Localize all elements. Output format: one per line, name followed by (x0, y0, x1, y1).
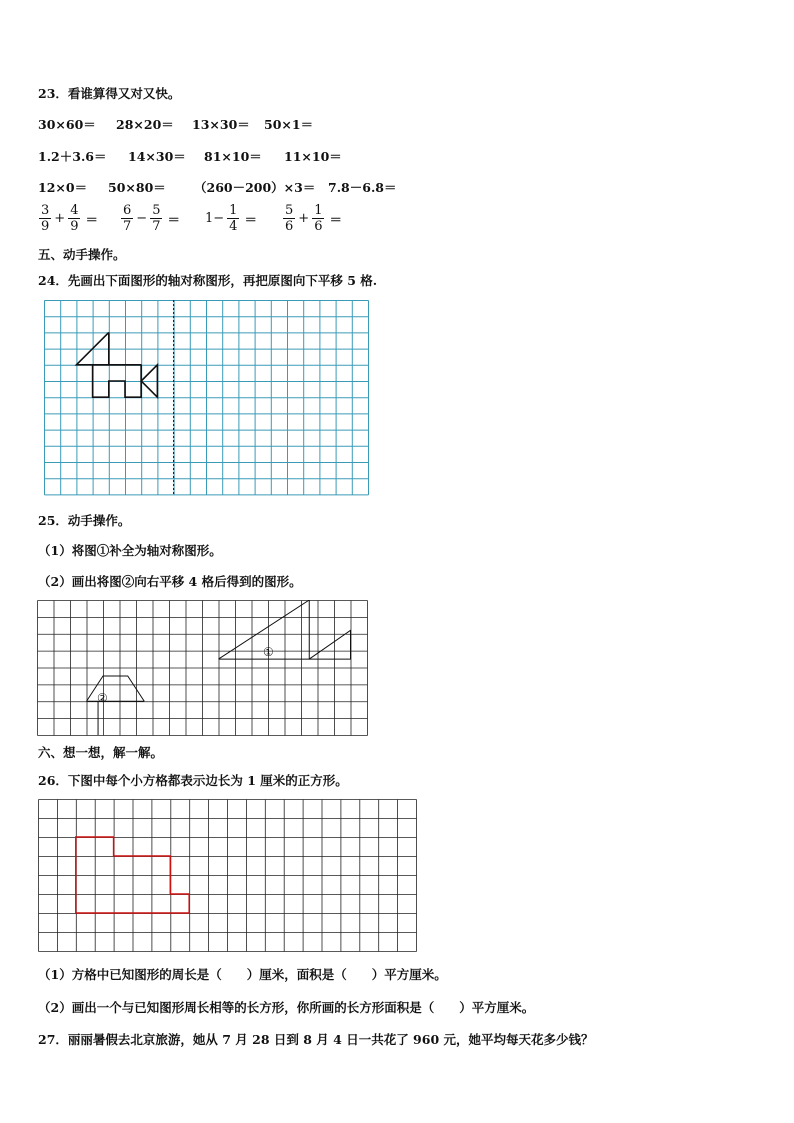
fraction-expression: $\frac{3}{9}$ + $\frac{4}{9}$ ＝ (41, 203, 98, 234)
figure-two-roof (87, 676, 145, 701)
calc-item: 1.2＋3.6＝ (38, 149, 107, 164)
fraction: $\frac{1}{6}$ (314, 203, 323, 234)
figure-one-small-triangle (309, 630, 350, 659)
fraction: $\frac{5}{6}$ (285, 203, 294, 234)
q23-title: 23．看谁算得又对又快。 (38, 86, 181, 101)
q26-sub2: （2）画出一个与已知图形周长相等的长方形，你所画的长方形面积是（ ）平方厘米。 (38, 1000, 535, 1015)
calc-item: 13×30＝ (192, 117, 250, 132)
q25-sub1: （1）将图①补全为轴对称图形。 (38, 543, 222, 558)
fraction: $\frac{4}{9}$ (70, 203, 79, 234)
calc-item: 14×30＝ (128, 149, 186, 164)
calc-item: 81×10＝ (204, 149, 262, 164)
q25-title: 25．动手操作。 (38, 513, 131, 528)
q24-grid (44, 300, 374, 496)
calc-item: 11×10＝ (284, 149, 342, 164)
fraction-expression: $\frac{5}{6}$ + $\frac{1}{6}$ ＝ (285, 203, 342, 234)
q25-sub2: （2）画出将图②向右平移 4 格后得到的图形。 (38, 574, 302, 589)
known-shape (76, 837, 189, 913)
calc-item: 50×1＝ (264, 117, 314, 132)
calc-item: 28×20＝ (116, 117, 174, 132)
figure-one-label: ① (263, 645, 274, 659)
fraction: $\frac{5}{7}$ (152, 203, 161, 234)
q27-title: 27．丽丽暑假去北京旅游，她从 7 月 28 日到 8 月 4 日一共花了 960 元，她平均每天花多少钱？ (38, 1032, 594, 1047)
calc-item: 50×80＝ (108, 180, 166, 195)
q26-grid (38, 799, 417, 952)
figure-two-label: ② (97, 691, 108, 705)
calc-item: 7.8－6.8＝ (328, 180, 397, 195)
calc-item: 12×0＝ (38, 180, 88, 195)
calc-item: （260－200）×3＝ (194, 180, 316, 195)
q26-title: 26．下图中每个小方格都表示边长为 1 厘米的正方形。 (38, 773, 348, 788)
q25-grid (37, 600, 368, 736)
section-five-heading: 五、动手操作。 (38, 247, 126, 262)
fraction: $\frac{1}{4}$ (229, 203, 238, 234)
fraction: $\frac{3}{9}$ (41, 203, 50, 234)
fraction-expression: $\frac{6}{7}$ − $\frac{5}{7}$ ＝ (123, 203, 180, 234)
calc-item: 30×60＝ (38, 117, 96, 132)
q24-title: 24．先画出下面图形的轴对称图形，再把原图向下平移 5 格. (38, 273, 378, 288)
section-six-heading: 六、想一想，解一解。 (38, 745, 164, 760)
fraction-expression: 1− $\frac{1}{4}$ ＝ (205, 203, 257, 234)
fraction: $\frac{6}{7}$ (123, 203, 132, 234)
q26-sub1: （1）方格中已知图形的周长是（ ）厘米，面积是（ ）平方厘米。 (38, 967, 447, 982)
